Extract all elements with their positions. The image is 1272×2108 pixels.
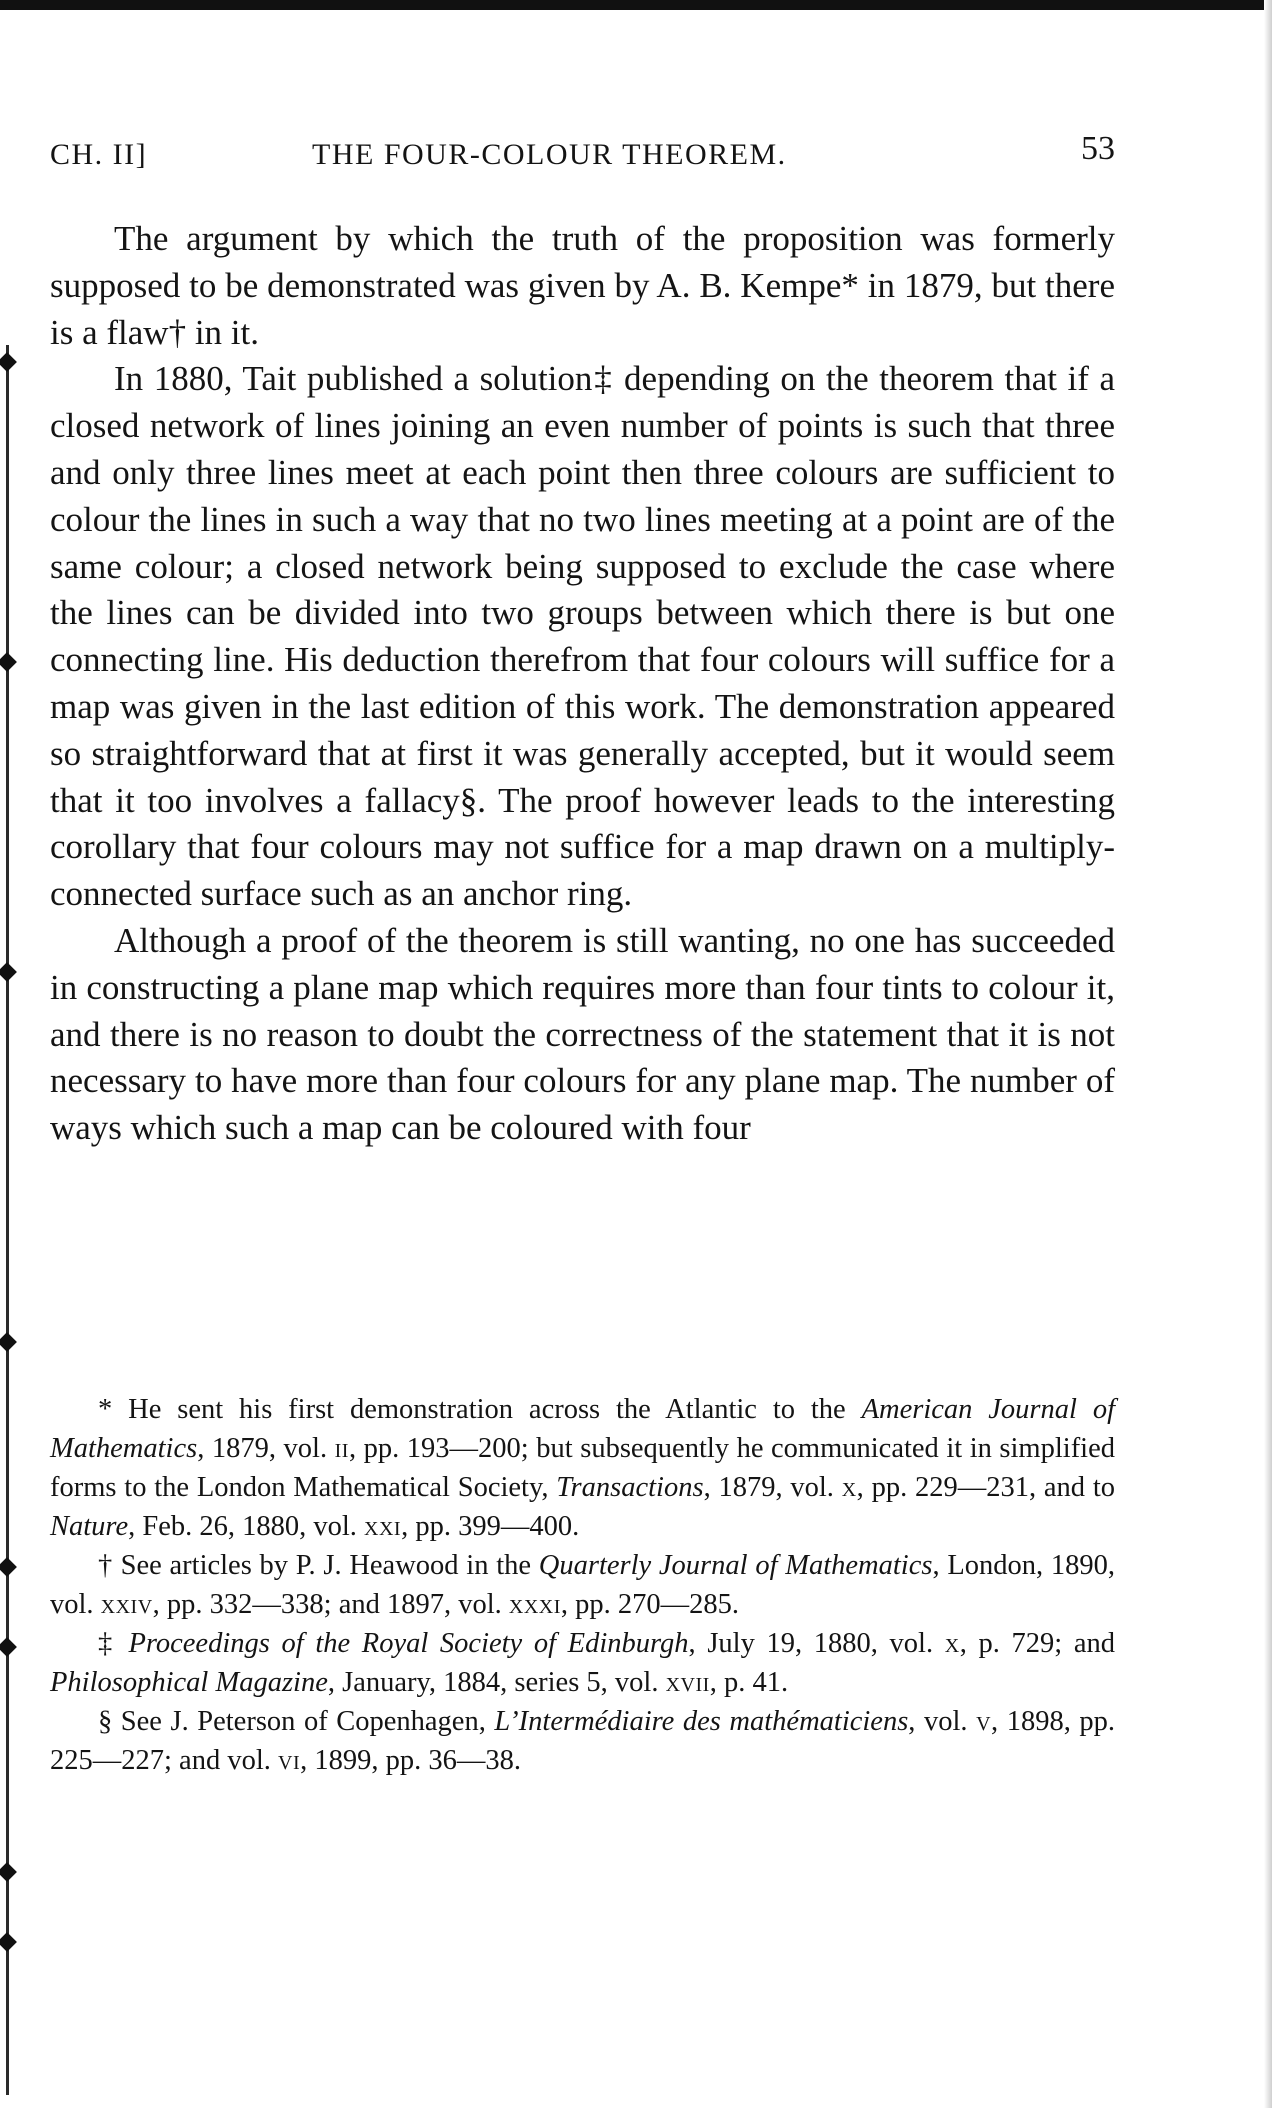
binding-mark [0, 962, 17, 982]
chapter-title: THE FOUR-COLOUR THEOREM. [312, 138, 787, 171]
footnote-kempe: * He sent his first demonstration across the Atlantic to the American Journal of Mathematics, 1879, vol. ii, pp. 193—200; but subsequently he communicated it in simplified forms to the London Mathematical Society, Transactions, 1879, vol. x, pp. 229—231, and to Nature, Feb. 26, 1880, vol. xxi, pp. 399—400. [50, 1394, 1115, 1542]
main-text [50, 216, 1115, 1152]
binding-mark [0, 1557, 17, 1577]
scan-top-border [0, 0, 1272, 10]
footnotes [50, 1390, 1115, 1780]
running-head [50, 130, 1115, 180]
binding-mark [0, 352, 17, 372]
chapter-label: CH. II] [50, 138, 148, 171]
paragraph: The argument by which the truth of the proposition was formerly supposed to be demonstrated was given by A. B. Kempe* in 1879, but there is a flaw† in it. [50, 219, 1115, 352]
scan-right-shadow [1264, 0, 1272, 2108]
binding-mark [0, 1332, 17, 1352]
footnote-heawood: † See articles by P. J. Heawood in the Quarterly Journal of Mathematics, London, 1890, vol. xxiv, pp. 332—338; and 1897, vol. xxxi, pp. 270—285. [50, 1550, 1115, 1620]
paragraph: Although a proof of the theorem is still wanting, no one has succeeded in constructing a plane map which requires more than four tints to colour it, and there is no reason to doubt the correctness of the statement that it is not necessary to have more than four colours for any plane map. The number of ways which such a map can be coloured with four [50, 920, 1115, 1148]
binding-mark [0, 1932, 17, 1952]
binding-mark [0, 1637, 17, 1657]
page-number: 53 [1081, 130, 1115, 167]
paragraph: In 1880, Tait published a solution‡ depending on the theorem that if a closed network of lines joining an even number of points is such that three and only three lines meet at each point then three colours are sufficient to colour the lines in such a way that no two lines meeting at a point are of the same colour; a closed network being supposed to exclude the case where the lines can be divided into two groups between which there is but one connecting line. His deduction therefrom that four colours will suffice for a map was given in the last edition of this work. The demonstration appeared so straightforward that at first it was generally accepted, but it would seem that it too involves a fallacy§. The proof however leads to the interesting corollary that four colours may not suffice for a map drawn on a multiply-connected surface such as an anchor ring. [50, 359, 1115, 914]
binding-mark [0, 1862, 17, 1882]
binding-mark [0, 652, 17, 672]
binding-gutter-line [6, 345, 9, 2095]
footnote-tait: ‡ Proceedings of the Royal Society of Edinburgh, July 19, 1880, vol. x, p. 729; and Philosophical Magazine, January, 1884, series 5, vol. xvii, p. 41. [50, 1628, 1115, 1698]
footnote-peterson: § See J. Peterson of Copenhagen, L’Intermédiaire des mathématiciens, vol. v, 1898, pp. 225—227; and vol. vi, 1899, pp. 36—38. [50, 1706, 1116, 1776]
